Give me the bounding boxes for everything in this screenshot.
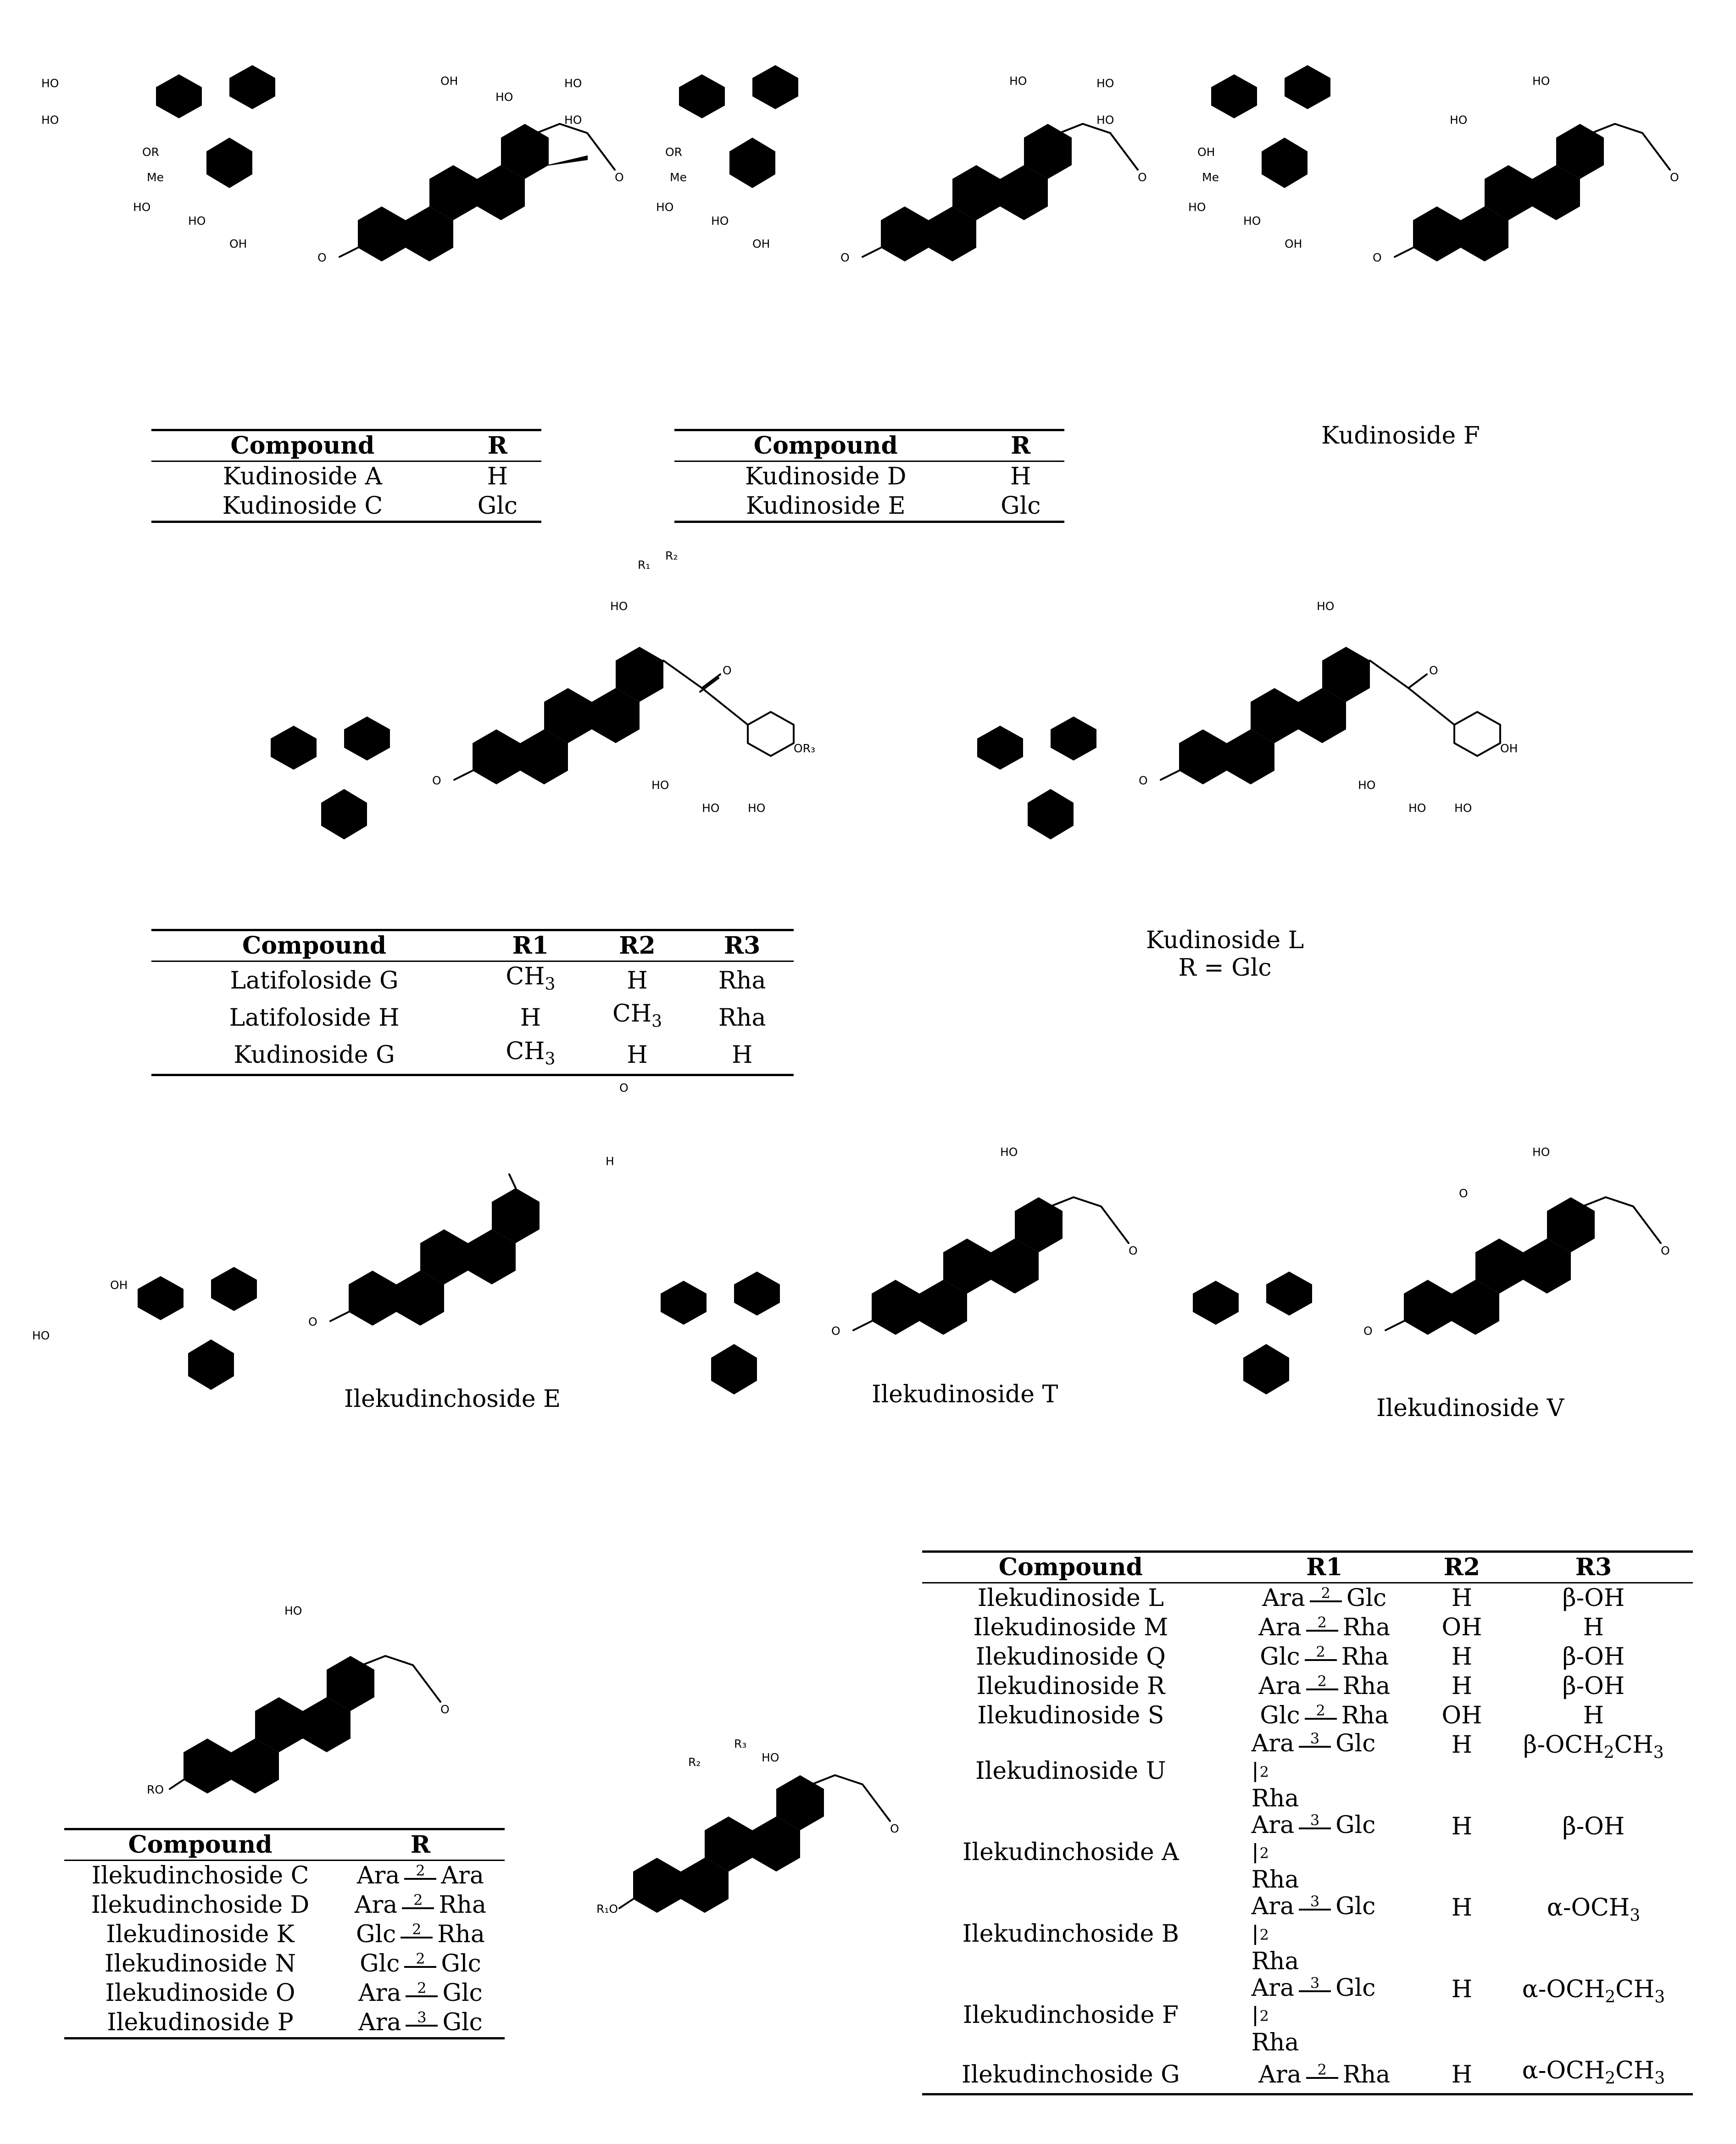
label-kudinoside-f: Kudinoside F bbox=[1321, 422, 1480, 450]
column-header: Compound bbox=[151, 430, 454, 461]
table-cell: H bbox=[690, 1037, 794, 1075]
column-header: R1 bbox=[1219, 1552, 1430, 1583]
table-row-branched: Ilekudinchoside B Ara 3 Glc 2 Rha H $\alpha-OCH_3$ bbox=[962, 1893, 1641, 1975]
svg-text:R₂: R₂ bbox=[688, 1755, 701, 1769]
svg-text:HO: HO bbox=[651, 778, 669, 792]
kudinoside-f-structure bbox=[1092, 18, 1734, 413]
svg-text:OR: OR bbox=[142, 145, 160, 159]
svg-text:HO: HO bbox=[1450, 113, 1468, 127]
svg-text:HO: HO bbox=[564, 77, 582, 90]
svg-text:HO: HO bbox=[1243, 214, 1261, 228]
table-row-branched: Ilekudinchoside A Ara 3 Glc 2 Rha H β-OH bbox=[962, 1811, 1625, 1894]
svg-text:HO: HO bbox=[702, 801, 720, 815]
svg-text:HO: HO bbox=[41, 77, 59, 90]
svg-text:O: O bbox=[1129, 1244, 1138, 1257]
table-row: Ilekudinoside M Ara 2 Rha OH H bbox=[973, 1614, 1604, 1641]
svg-text:HO: HO bbox=[1096, 113, 1114, 127]
svg-text:HO: HO bbox=[656, 200, 674, 214]
svg-text:HO: HO bbox=[1188, 200, 1206, 214]
table-cell: Glc bbox=[977, 491, 1064, 522]
svg-text:O: O bbox=[1138, 171, 1147, 184]
svg-text:HO: HO bbox=[1009, 74, 1027, 88]
column-header: R bbox=[454, 430, 541, 461]
svg-text:O: O bbox=[1670, 171, 1679, 184]
svg-text:HO: HO bbox=[762, 1751, 779, 1764]
table-row: Ilekudinchoside C Ara 2 Ara bbox=[91, 1862, 484, 1889]
table-latifoloside bbox=[151, 929, 794, 1076]
column-header: Compound bbox=[922, 1552, 1219, 1583]
column-header: R bbox=[336, 1829, 505, 1861]
svg-text:OH: OH bbox=[110, 1278, 128, 1292]
ilekudinoside-v-structure bbox=[1083, 1092, 1734, 1505]
table-cell: Kudinoside D bbox=[745, 463, 907, 490]
svg-text:HO: HO bbox=[188, 214, 206, 228]
svg-text:OH: OH bbox=[1285, 237, 1302, 250]
svg-text:OR₃: OR₃ bbox=[794, 742, 816, 755]
svg-text:HO: HO bbox=[1358, 778, 1376, 792]
svg-text:HO: HO bbox=[1096, 77, 1114, 90]
column-header: R2 bbox=[1430, 1552, 1494, 1583]
table-cell: $CH_3$ bbox=[477, 1037, 584, 1075]
table-cell: H bbox=[520, 1004, 541, 1032]
svg-text:HO: HO bbox=[610, 600, 628, 613]
svg-text:O: O bbox=[1661, 1244, 1670, 1257]
table-cell: H bbox=[584, 1037, 691, 1075]
svg-text:OH: OH bbox=[1197, 145, 1215, 159]
table-cell: $CH_3$ bbox=[612, 1000, 662, 1031]
svg-text:R₁O: R₁O bbox=[596, 1902, 618, 1916]
table-kudinoside-d-e bbox=[674, 429, 1064, 523]
table-row-branched: Ilekudinoside U Ara 3 Glc 2 Rha H $\beta-OCH_2CH_3$ bbox=[975, 1730, 1664, 1812]
svg-text:O: O bbox=[440, 1703, 450, 1716]
ilekudinchoside-e-structure bbox=[28, 1081, 629, 1486]
svg-text:O: O bbox=[1139, 774, 1148, 787]
table-cell: Latifoloside G bbox=[230, 966, 399, 994]
svg-text:HO: HO bbox=[748, 801, 766, 815]
table-row: Ilekudinoside Q Glc 2 Rha H β-OH bbox=[975, 1643, 1625, 1671]
table-cell: Glc bbox=[454, 491, 541, 522]
table-cell: Kudinoside A bbox=[223, 463, 383, 490]
column-header: R2 bbox=[584, 930, 691, 961]
label-ilekudinchoside-e: Ilekudinchoside E bbox=[344, 1385, 561, 1413]
table-cell: H bbox=[487, 463, 508, 490]
table-ilekudinoside-l bbox=[922, 1550, 1693, 2095]
svg-text:O: O bbox=[831, 1324, 840, 1338]
table-row: Ilekudinoside P Ara 3 Glc bbox=[64, 2008, 505, 2038]
svg-text:RO: RO bbox=[147, 1783, 164, 1796]
svg-text:OR: OR bbox=[665, 145, 683, 159]
table-cell: Kudinoside C bbox=[151, 491, 454, 522]
table-row: Ilekudinoside N Glc 2 Glc bbox=[104, 1950, 481, 1977]
table-row: Ilekudinoside O Ara 2 Glc bbox=[105, 1979, 483, 2007]
svg-text:HO: HO bbox=[41, 113, 59, 127]
label-kudinoside-l: Kudinoside L R = Glc bbox=[1146, 927, 1304, 982]
svg-text:O: O bbox=[619, 1081, 629, 1094]
svg-text:HO: HO bbox=[284, 1604, 302, 1617]
column-header: R bbox=[977, 430, 1064, 461]
svg-text:HO: HO bbox=[133, 200, 151, 214]
svg-text:Me: Me bbox=[147, 171, 164, 184]
svg-text:Me: Me bbox=[1202, 171, 1219, 184]
table-row: Ilekudinchoside G Ara 2 Rha H $\alpha-OCH_2CH_3$ bbox=[922, 2056, 1693, 2094]
svg-text:HO: HO bbox=[32, 1329, 50, 1342]
latifoloside-structure bbox=[151, 541, 840, 927]
column-header: R3 bbox=[1494, 1552, 1693, 1583]
svg-text:O: O bbox=[890, 1822, 899, 1835]
ilekudinoside-l-structure bbox=[596, 1706, 963, 1982]
column-header: Compound bbox=[64, 1829, 336, 1861]
svg-text:HO: HO bbox=[1317, 600, 1335, 613]
table-row: Ilekudinoside K Glc 2 Rha bbox=[106, 1921, 485, 1948]
svg-text:O: O bbox=[1373, 251, 1382, 264]
svg-text:O: O bbox=[723, 664, 732, 677]
table-kudinoside-a-c bbox=[151, 429, 541, 523]
svg-text:HO: HO bbox=[495, 90, 513, 104]
svg-text:OH: OH bbox=[1500, 742, 1518, 755]
svg-text:HO: HO bbox=[564, 113, 582, 127]
svg-text:Me: Me bbox=[670, 171, 687, 184]
kudinoside-l-structure bbox=[858, 578, 1523, 945]
table-row: Ilekudinoside L Ara 2 Glc H β-OH bbox=[977, 1584, 1625, 1612]
svg-text:O: O bbox=[1363, 1324, 1373, 1338]
table-ilekudinchoside-c bbox=[64, 1828, 505, 2039]
svg-text:HO: HO bbox=[1532, 74, 1550, 88]
column-header: R3 bbox=[690, 930, 794, 961]
glycosidic-o-label: O bbox=[317, 251, 327, 264]
column-header: Compound bbox=[674, 430, 977, 461]
svg-text:HO: HO bbox=[1532, 1145, 1550, 1159]
svg-text:O: O bbox=[840, 251, 850, 264]
ilekudinchoside-c-structure bbox=[92, 1550, 505, 1835]
svg-text:HO: HO bbox=[1000, 1145, 1018, 1159]
svg-text:R₁: R₁ bbox=[638, 558, 651, 572]
svg-text:O: O bbox=[615, 171, 624, 184]
column-header: Compound bbox=[151, 930, 477, 961]
column-header: R1 bbox=[477, 930, 584, 961]
svg-text:O: O bbox=[1459, 1187, 1468, 1200]
svg-text:OH: OH bbox=[440, 74, 458, 88]
table-cell: Kudinoside G bbox=[151, 1037, 477, 1075]
table-row-branched: Ilekudinchoside F Ara 3 Glc 2 Rha H $\alpha-OCH_2CH_3$ bbox=[963, 1974, 1665, 2056]
svg-text:H: H bbox=[606, 1155, 614, 1168]
table-cell: H bbox=[627, 966, 648, 994]
svg-text:OH: OH bbox=[229, 237, 247, 250]
svg-text:O: O bbox=[1429, 664, 1438, 677]
table-cell: $CH_3$ bbox=[506, 963, 556, 994]
svg-text:OH: OH bbox=[752, 237, 770, 250]
label-ilekudinoside-t: Ilekudinoside T bbox=[872, 1381, 1058, 1408]
table-cell: Latifoloside H bbox=[229, 1004, 400, 1032]
table-cell: H bbox=[1010, 463, 1031, 490]
table-row: Ilekudinchoside D Ara 2 Rha bbox=[91, 1891, 486, 1919]
table-cell: Rha bbox=[718, 966, 766, 994]
svg-text:HO: HO bbox=[711, 214, 729, 228]
table-row: Ilekudinoside R Ara 2 Rha H β-OH bbox=[976, 1672, 1625, 1700]
svg-text:O: O bbox=[308, 1315, 317, 1328]
svg-text:O: O bbox=[432, 774, 441, 787]
svg-text:HO: HO bbox=[1408, 801, 1426, 815]
svg-text:HO: HO bbox=[1454, 801, 1472, 815]
svg-text:R₂: R₂ bbox=[665, 549, 678, 562]
table-cell: Kudinoside E bbox=[674, 491, 977, 522]
label-ilekudinoside-v: Ilekudinoside V bbox=[1376, 1394, 1564, 1422]
table-cell: Rha bbox=[718, 1004, 766, 1032]
table-row: Ilekudinoside S Glc 2 Rha OH H bbox=[977, 1702, 1604, 1729]
svg-text:R₃: R₃ bbox=[734, 1737, 747, 1750]
